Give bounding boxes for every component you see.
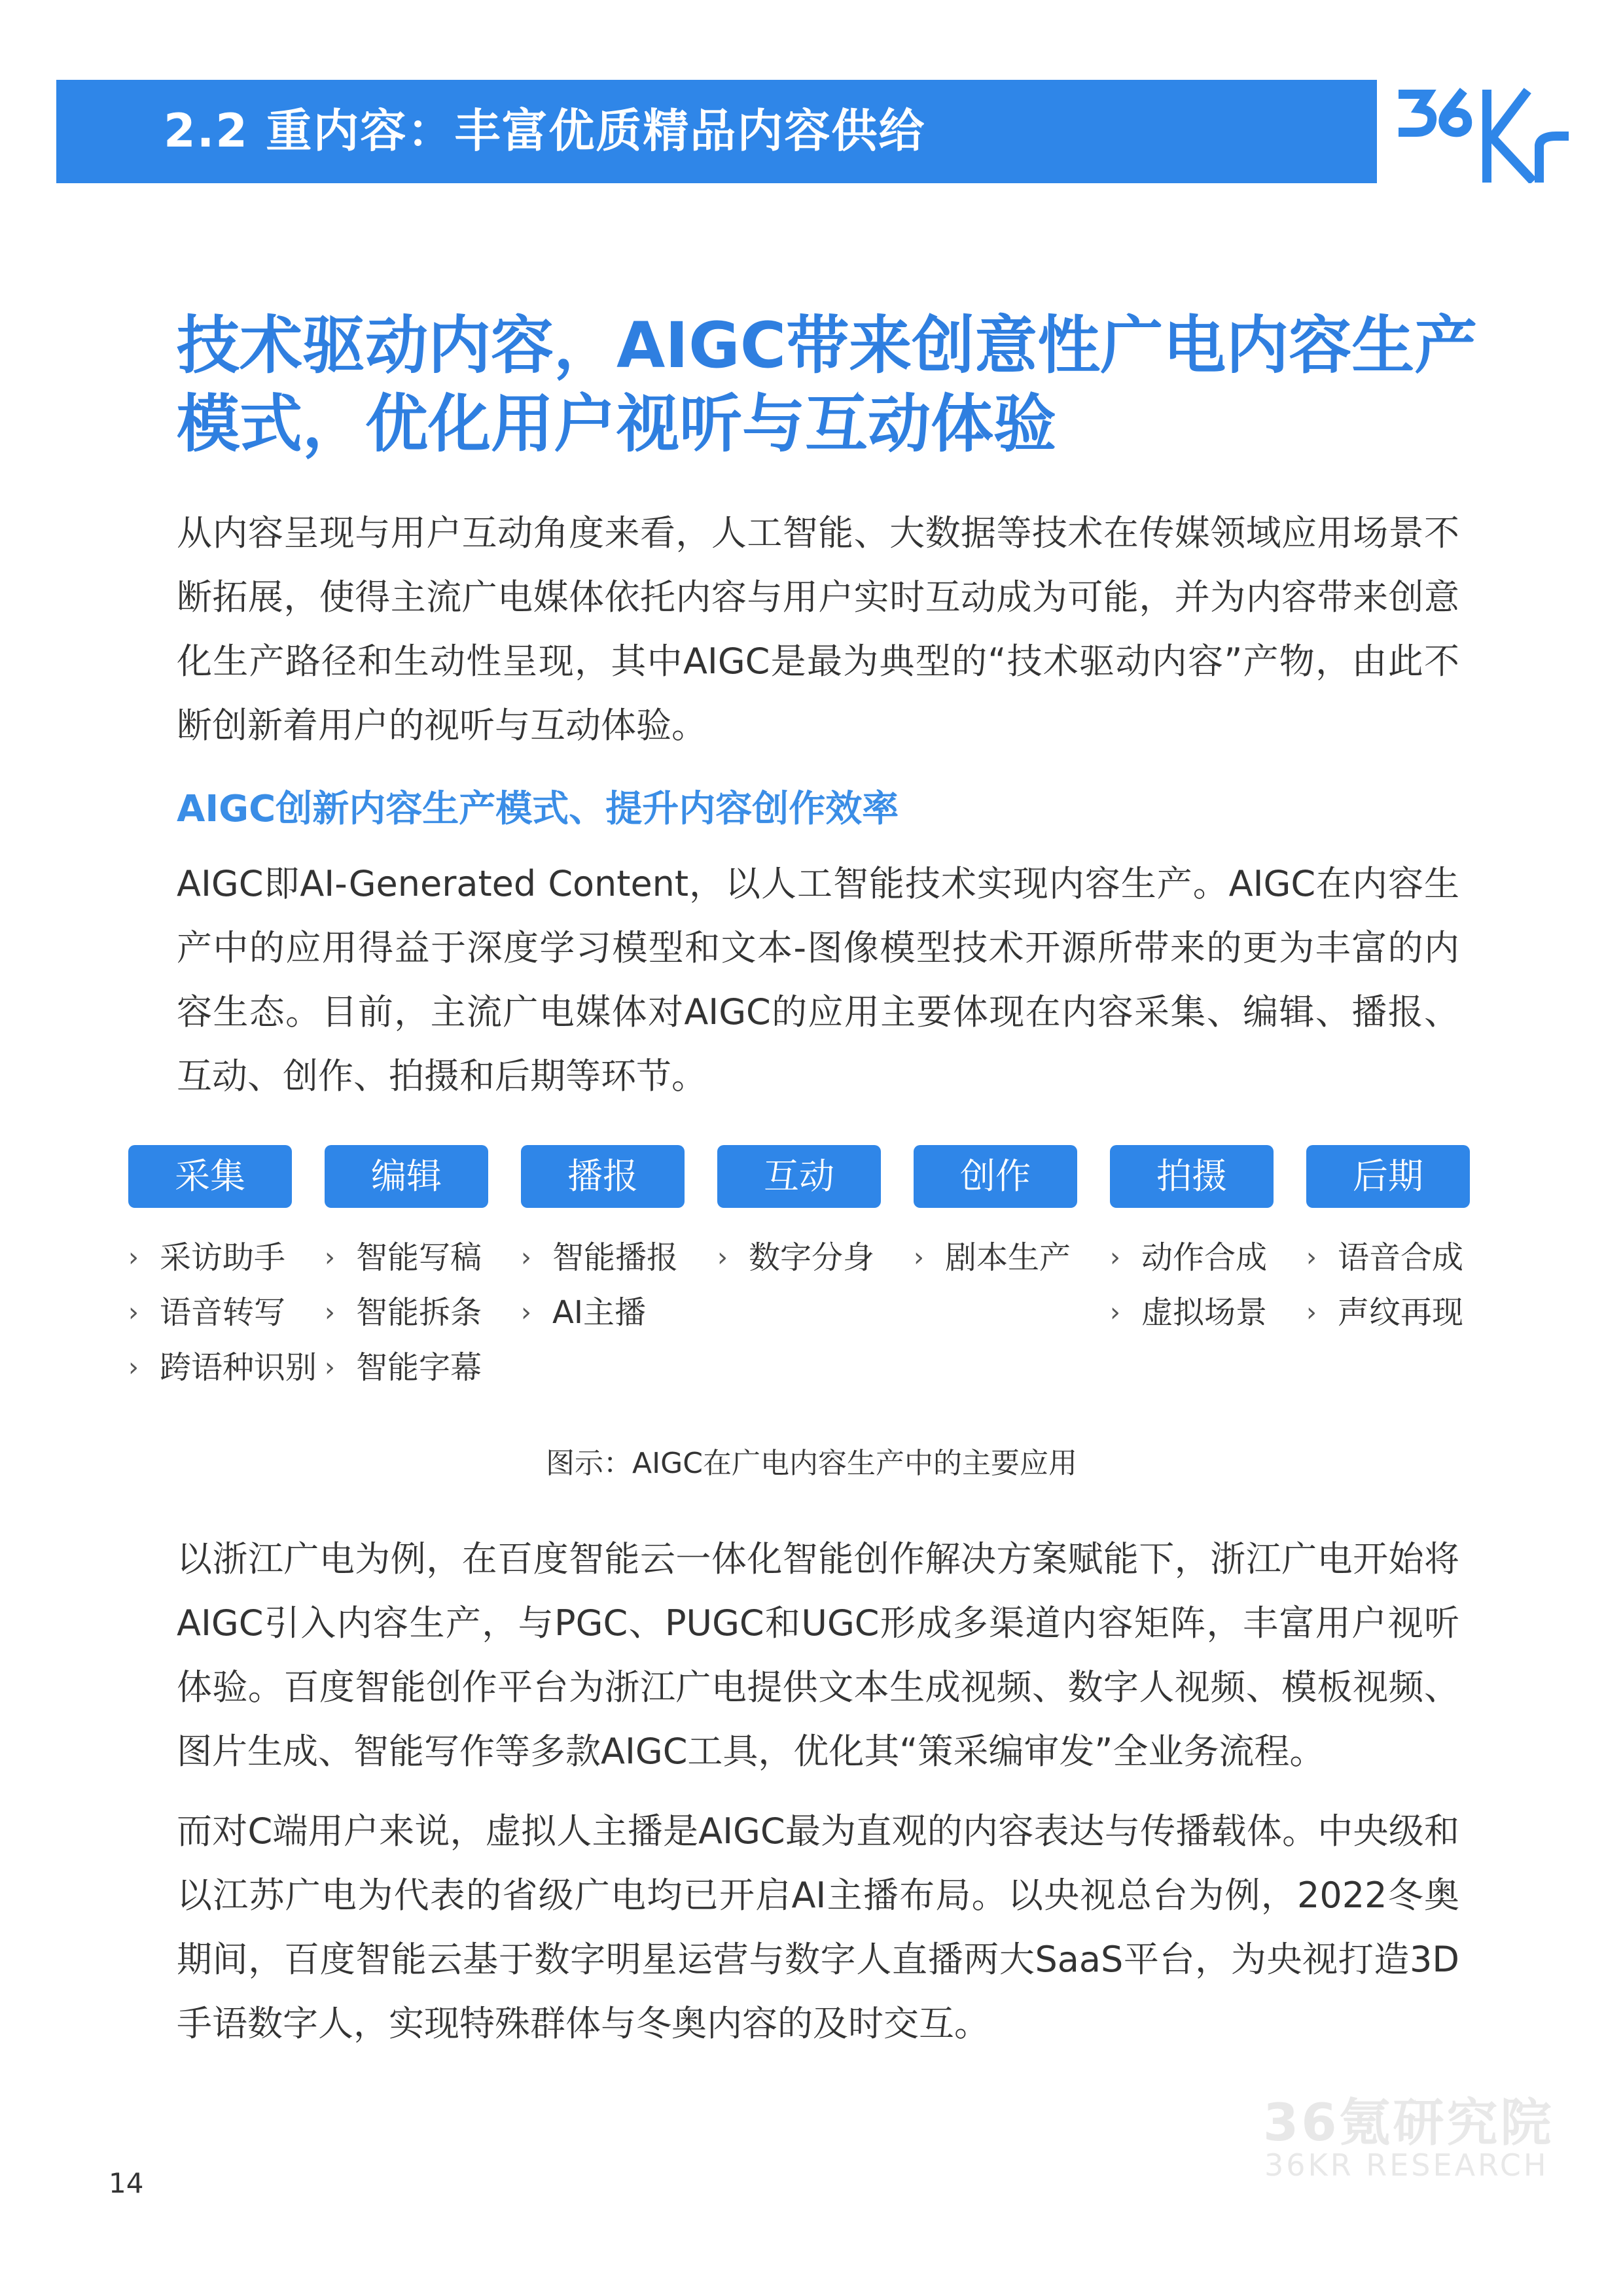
stage-label: 拍摄 [1110,1145,1274,1208]
main-heading-line1: 技术驱动内容，AIGC带来创意性广电内容生产 [177,309,1478,382]
chevron-right-icon: › [128,1298,139,1328]
stage-item: › AI主播 [521,1285,685,1340]
chevron-right-icon: › [521,1298,531,1328]
stage-column [914,1145,1077,1285]
main-heading-line2: 模式，优化用户视听与互动体验 [177,387,1056,461]
stage-item: › 智能字幕 [325,1340,488,1395]
stage-column [1110,1145,1274,1340]
stage-column [521,1145,685,1340]
chevron-right-icon: › [325,1298,335,1328]
stage-item: › 数字分身 [717,1230,881,1285]
intro-paragraph: 从内容呈现与用户互动角度来看，人工智能、大数据等技术在传媒领域应用场景不断拓展，使得主流广电媒体依托内容与用户实时互动成为可能，并为内容带来创意化生产路径和生动性呈现，其中AIGC是最为典型的“技术驱动内容”产物，由此不断创新着用户的视听与互动体验。 [177,512,1459,746]
stage-label: 创作 [914,1145,1077,1208]
stage-items [521,1230,685,1340]
stage-items [914,1230,1077,1285]
chevron-right-icon: › [128,1243,139,1273]
stage-item: › 声纹再现 [1306,1285,1470,1340]
chevron-right-icon: › [128,1352,139,1383]
stage-item: › 语音转写 [128,1285,292,1340]
36kr-logo [1377,80,1573,183]
virtual-anchor-paragraph: 而对C端用户来说，虚拟人主播是AIGC最为直观的内容表达与传播载体。中央级和以江苏广电为代表的省级广电均已开启AI主播布局。以央视总台为例，2022冬奥期间，百度智能云基于数字明星运营与数字人直播两大SaaS平台，为央视打造3D手语数字人，实现特殊群体与冬奥内容的及时交互。 [177,1810,1459,2044]
chevron-right-icon: › [1110,1298,1120,1328]
stage-items [717,1230,881,1285]
stage-items [1110,1230,1274,1340]
chevron-right-icon: › [1110,1243,1120,1273]
36kr-logo-icon [1377,80,1573,183]
chevron-right-icon: › [717,1243,728,1273]
stage-items [1306,1230,1470,1340]
stage-items [325,1230,488,1395]
stage-item: › 虚拟场景 [1110,1285,1274,1340]
chevron-right-icon: › [1306,1243,1317,1273]
stage-item: › 剧本生产 [914,1230,1077,1285]
stage-item: › 语音合成 [1306,1230,1470,1285]
section-title: 2.2 重内容：丰富优质精品内容供给 [164,104,926,158]
stage-item: › 采访助手 [128,1230,292,1285]
stage-column [1306,1145,1470,1340]
chevron-right-icon: › [521,1243,531,1273]
stage-label: 互动 [717,1145,881,1208]
stage-item: › 跨语种识别 [128,1340,292,1395]
stage-item: › 动作合成 [1110,1230,1274,1285]
stage-label: 播报 [521,1145,685,1208]
definition-paragraph: AIGC即AI-Generated Content，以人工智能技术实现内容生产。AIGC在内容生产中的应用得益于深度学习模型和文本-图像模型技术开源所带来的更为丰富的内容生态。目前，主流广电媒体对AIGC的应用主要体现在内容采集、编辑、播报、互动、创作、拍摄和后期等环节。 [177,863,1459,1097]
stage-item: › 智能写稿 [325,1230,488,1285]
stage-label: 编辑 [325,1145,488,1208]
figure-caption: 图示：AIGC在广电内容生产中的主要应用 [546,1447,1077,1480]
chevron-right-icon: › [1306,1298,1317,1328]
stage-label: 后期 [1306,1145,1470,1208]
stage-item: › 智能播报 [521,1230,685,1285]
zhejiang-paragraph: 以浙江广电为例，在百度智能云一体化智能创作解决方案赋能下，浙江广电开始将AIGC引入内容生产，与PGC、PUGC和UGC形成多渠道内容矩阵，丰富用户视听体验。百度智能创作平台为浙江广电提供文本生成视频、数字人视频、模板视频、图片生成、智能写作等多款AIGC工具，优化其“策采编审发”全业务流程。 [177,1538,1459,1772]
stage-column [717,1145,881,1285]
stage-column [325,1145,488,1395]
stage-items [128,1230,317,1395]
stage-item: › 智能拆条 [325,1285,488,1340]
stage-label: 采集 [128,1145,292,1208]
page-number: 14 [109,2167,144,2199]
chevron-right-icon: › [325,1352,335,1383]
aigc-stage-diagram [128,1145,1505,1394]
subheading: AIGC创新内容生产模式、提升内容创作效率 [177,788,899,830]
chevron-right-icon: › [325,1243,335,1273]
chevron-right-icon: › [914,1243,924,1273]
main-heading [177,306,1486,463]
stage-column [128,1145,317,1395]
watermark-en: 36KR RESEARCH [1264,2147,1549,2183]
watermark-cn: 36氪研究院 [1263,2094,1554,2153]
